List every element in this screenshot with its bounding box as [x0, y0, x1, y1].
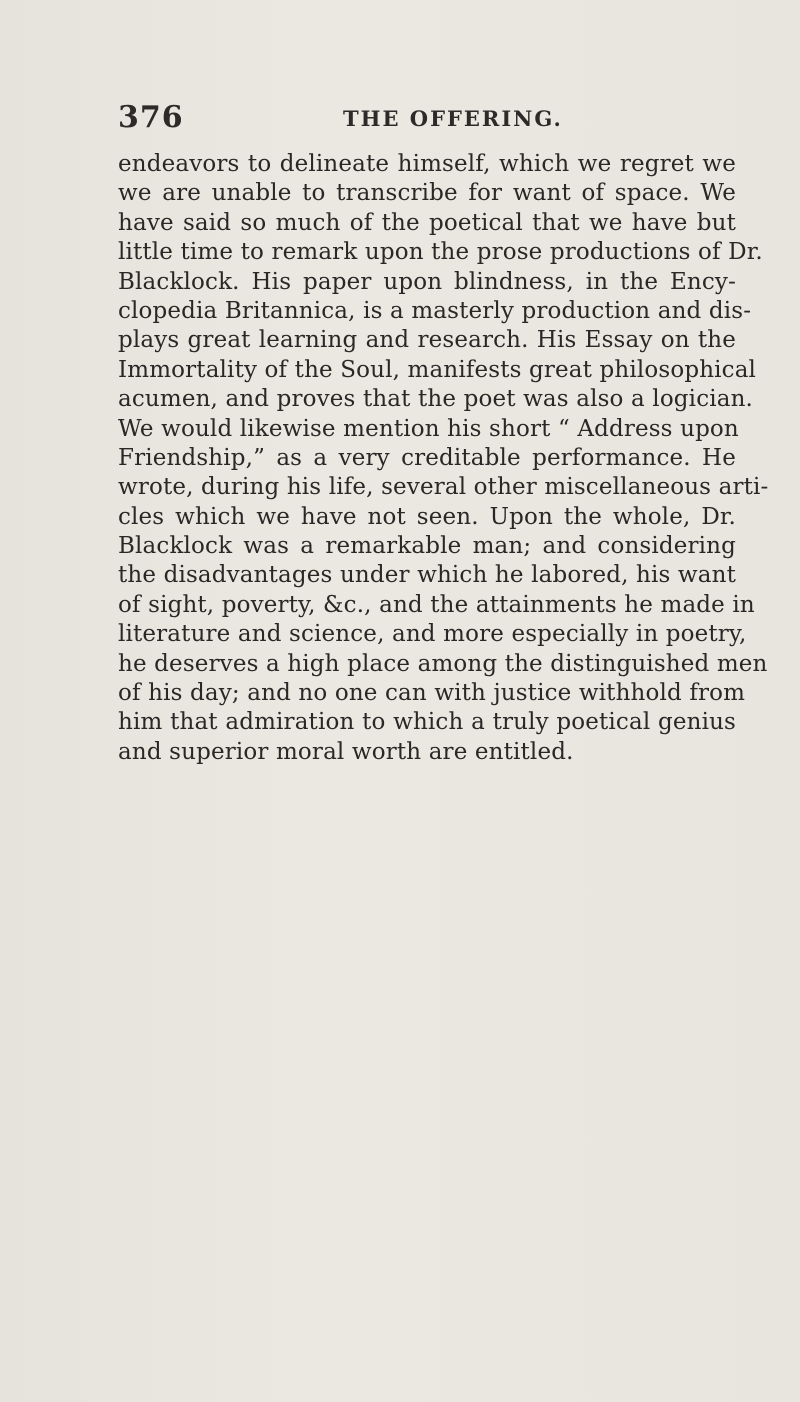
text-line: him that admiration to which a truly poetical genius: [118, 709, 736, 736]
text-line: acumen, and proves that the poet was also a logician.: [118, 386, 754, 413]
text-line: wrote, during his life, several other miscellaneous arti-: [118, 474, 769, 501]
text-line: We would likewise mention his short “ Address upon: [118, 415, 739, 442]
text-line: Blacklock was a remarkable man; and considering: [118, 533, 736, 560]
text-line: Friendship,” as a very creditable performance. He: [118, 444, 736, 471]
text-line: little time to remark upon the prose productions of Dr.: [118, 239, 763, 266]
text-line: literature and science, and more especially in poetry,: [118, 621, 747, 648]
text-line: Immortality of the Soul, manifests great philosophical: [118, 356, 757, 383]
page-number: 376: [118, 100, 184, 135]
text-line: have said so much of the poetical that we have but: [118, 209, 736, 236]
text-line: clopedia Britannica, is a masterly production and dis-: [118, 297, 752, 324]
page-header: [118, 100, 718, 140]
text-line-last: and superior moral worth are entitled.: [118, 738, 574, 765]
running-head: THE OFFERING.: [343, 106, 563, 131]
text-line: of sight, poverty, &c., and the attainments he made in: [118, 591, 755, 618]
text-line: endeavors to delineate himself, which we regret we: [118, 151, 736, 177]
text-line: of his day; and no one can with justice withhold from: [118, 680, 746, 707]
text-line: plays great learning and research. His Essay on the: [118, 327, 736, 354]
text-line: cles which we have not seen. Upon the whole, Dr.: [118, 503, 736, 530]
text-line: the disadvantages under which he labored, his want: [118, 562, 736, 589]
body-paragraph: [118, 150, 769, 767]
text-line: he deserves a high place among the distinguished men: [118, 650, 768, 677]
text-line: Blacklock. His paper upon blindness, in the Ency-: [118, 268, 736, 295]
text-line: we are unable to transcribe for want of space. We: [118, 180, 736, 207]
